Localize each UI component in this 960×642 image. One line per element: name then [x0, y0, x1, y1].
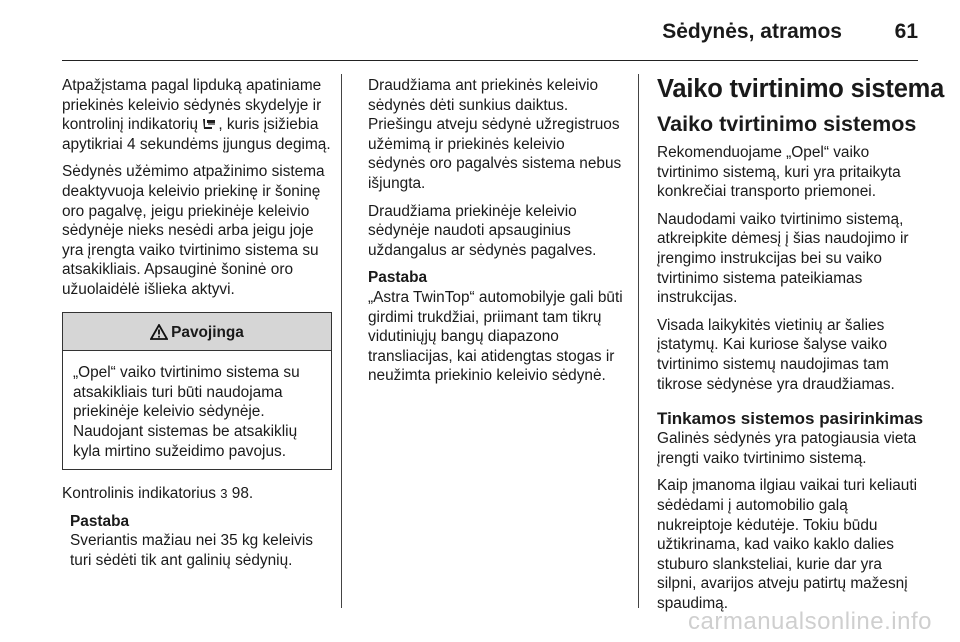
- column-divider-2: [638, 74, 639, 608]
- paragraph-text: , kuris įsižiebia apytikriai 4 sekundėms įjungus degimą.: [62, 116, 331, 153]
- note-block: [368, 268, 626, 386]
- warning-header: [63, 313, 331, 352]
- page-reference-link[interactable]: 98.: [231, 485, 254, 503]
- paragraph-laws: Visada laikykitės vietinių ar šalies įstatymų. Kai kuriose šalyse vaiko tvirtinimo sistemų naudojimas tam tikrose sėdynėse yra draudžiamas.: [657, 316, 895, 393]
- subsection-heading: Vaiko tvirtinimo sistemos: [657, 112, 917, 136]
- page-number: 61: [894, 20, 918, 43]
- paragraph-identification: [62, 76, 332, 154]
- indicator-text: Kontrolinis indikatorius: [62, 485, 216, 503]
- note-block: [70, 512, 332, 571]
- header-title: Sėdynės, atramos: [662, 20, 842, 43]
- section-heading: Vaiko tvirtinimo sistema: [657, 75, 945, 103]
- warning-title: Pavojinga: [171, 323, 244, 341]
- paragraph-covers: Draudžiama priekinėje keleivio sėdynėje naudoti apsauginius uždangalus ar sėdynės pagalves.: [368, 202, 597, 259]
- paragraph-text: Atpažįstama pagal lipduką apatiniame priekinės keleivio sėdynės skydelyje ir kontrolinį indikatorių: [62, 77, 322, 134]
- paragraph-instructions: Naudodami vaiko tvirtinimo sistemą, atkreipkite dėmesį į šias naudojimo ir įrengimo instrukcijas bei su vaiko tvirtinimo sistema pateikiamas instrukcijas.: [657, 210, 909, 307]
- seat-occupancy-icon: [202, 118, 216, 131]
- column-middle: [368, 76, 626, 386]
- paragraph-recommend: Rekomenduojame „Opel“ vaiko tvirtinimo sistemą, kuri yra pritaikyta konkrečiai transporto priemonei.: [657, 144, 901, 201]
- note-title: Pastaba: [368, 269, 428, 287]
- warning-triangle-icon: [150, 324, 168, 340]
- note-title: Pastaba: [70, 512, 130, 530]
- page-header: [0, 0, 960, 62]
- column-right: [657, 74, 945, 621]
- note-body: „Astra TwinTop“ automobilyje gali būti girdimi trukdžiai, priimant tam tikrų vidutiniųjų bangų diapazono transliacijas, kai atidengtas stogas ir neužimta priekinio keleivio sėdynė.: [368, 288, 623, 385]
- reference-arrow-icon: 3: [220, 486, 228, 502]
- column-left: [62, 76, 332, 570]
- note-body: Sveriantis mažiau nei 35 kg keleivis turi sėdėti tik ant galinių sėdynių.: [70, 532, 313, 569]
- paragraph-indicator-reference: [62, 484, 332, 504]
- column-divider-1: [341, 74, 342, 608]
- paragraph-heavy-objects: Draudžiama ant priekinės keleivio sėdynės dėti sunkius daiktus. Priešingu atveju sėdynė užregistruos užėmimą ir priekinės keleivio sėdynės oro pagalvės sistema nebus išjungta.: [368, 77, 622, 192]
- paragraph-rear-seats: Galinės sėdynės yra patogiausia vieta įrengti vaiko tvirtinimo sistemą.: [657, 430, 917, 467]
- warning-body: „Opel“ vaiko tvirtinimo sistema su atsakikliais turi būti naudojama priekinėje keleivio sėdynėje. Naudojant sistemas be atsakiklių kyla mirtino sužeidimo pavojus.: [73, 364, 300, 460]
- section-title: Tinkamos sistemos pasirinkimas: [657, 409, 924, 429]
- paragraph-deactivation: Sėdynės užėmimo atpažinimo sistema deaktyvuoja keleivio priekinę ir šoninę oro pagalvę, jeigu priekinėje keleivio sėdynėje nieks nesėdi arba jeigu joje yra įrengta vaiko tvirtinimo sistema su atsakikliais. Apsauginė šoninė oro užuolaidėlė išlieka aktyvi.: [62, 163, 325, 298]
- paragraph-rear-facing: Kaip įmanoma ilgiau vaikai turi keliauti sėdėdami į automobilio galą nukreiptoje kėdutėje. Tokiu būdu užtikrinama, kad vaiko kaklo dalies stuburo slanksteliai, kurie dar yra silpni, avarijos atveju patirtų mažesnį spaudimą.: [657, 477, 918, 612]
- header-rule: [62, 60, 918, 61]
- watermark: carmanualsonline.info: [688, 608, 932, 635]
- warning-box: [62, 312, 332, 471]
